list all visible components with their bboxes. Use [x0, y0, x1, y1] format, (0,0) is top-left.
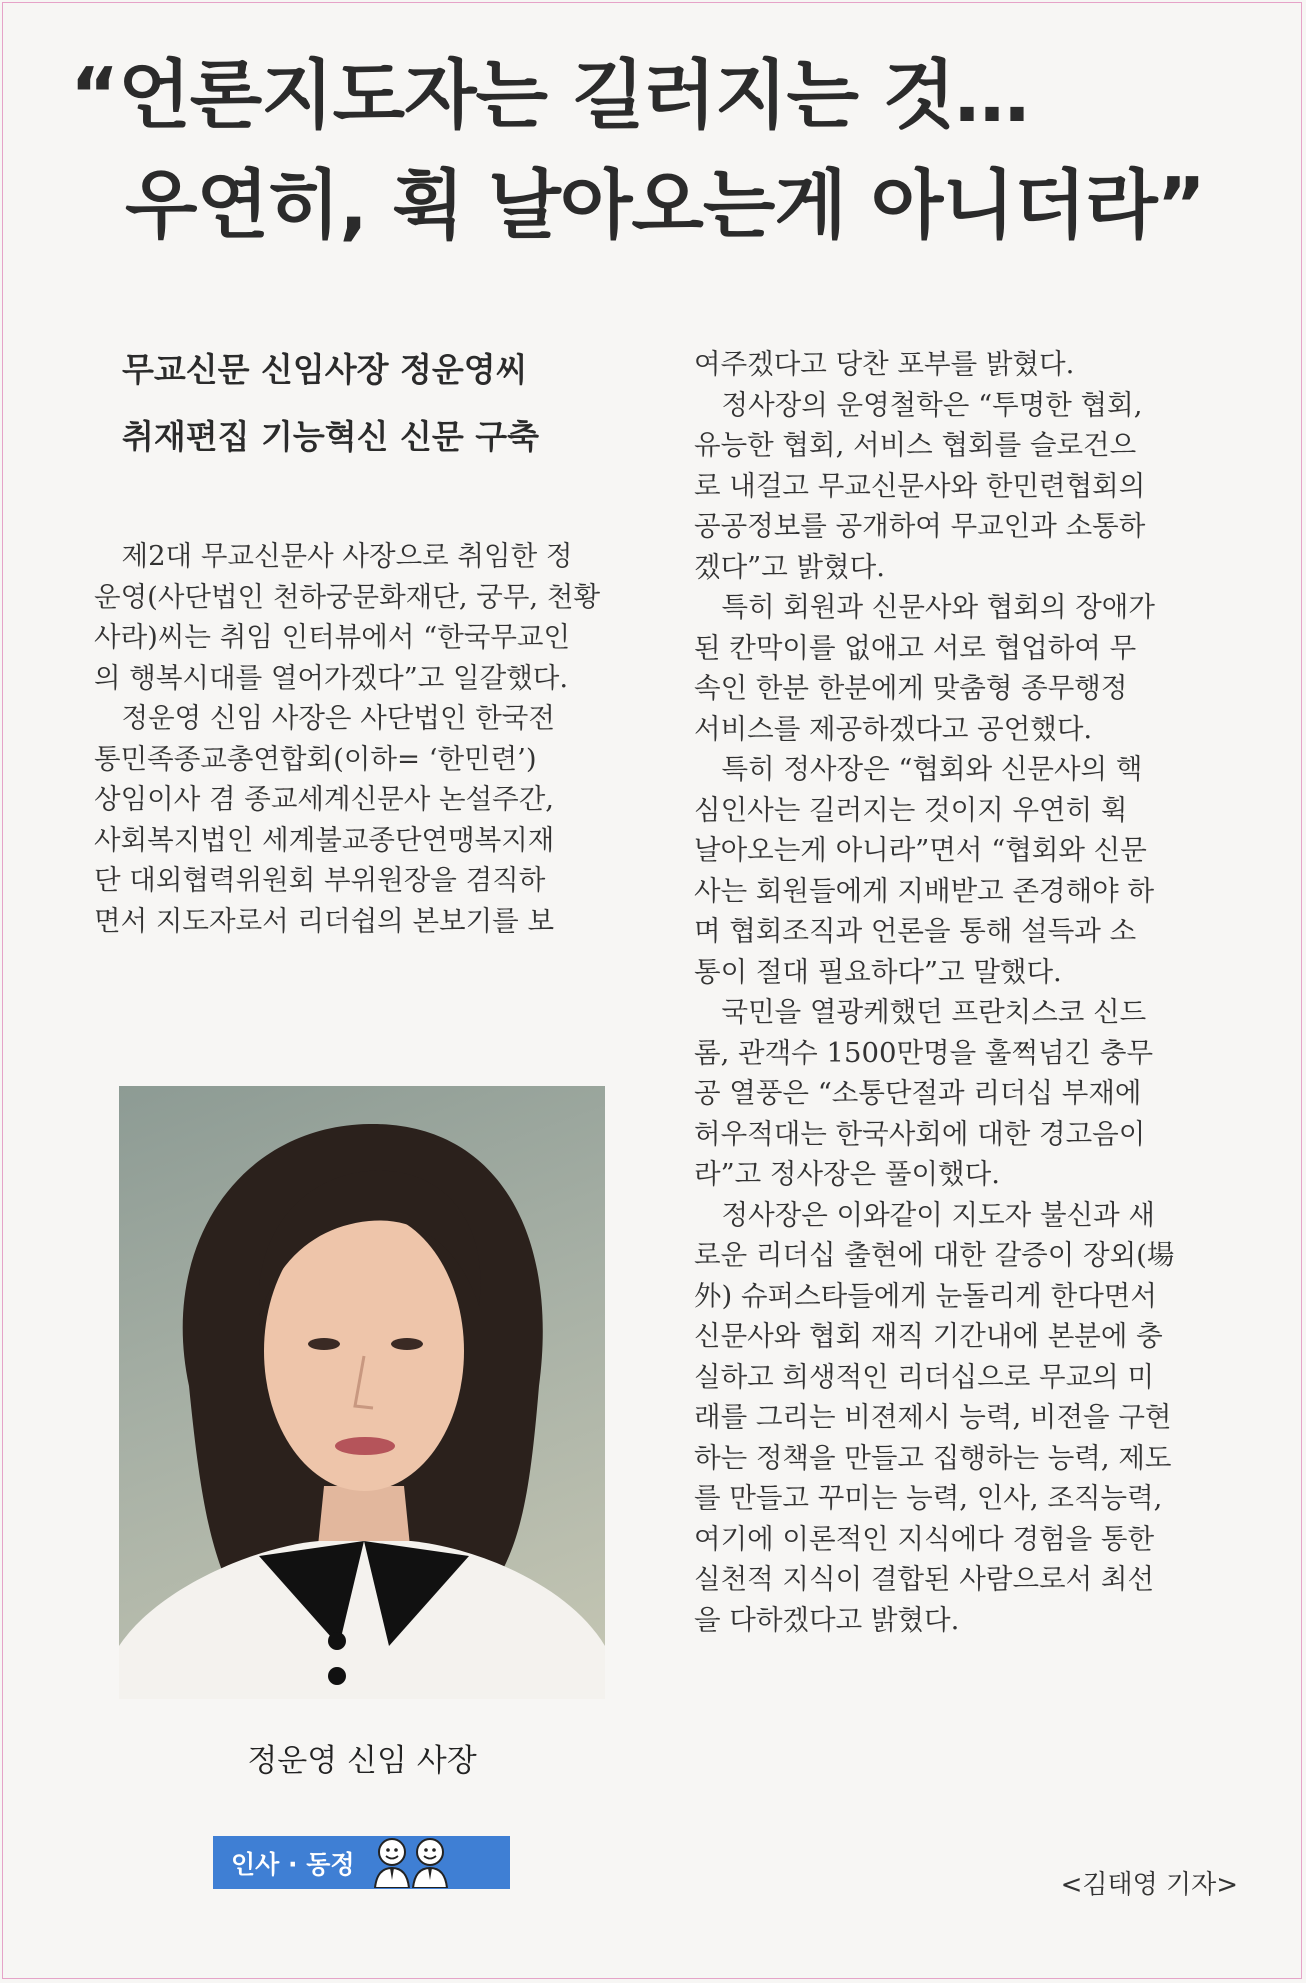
article-line: 사회복지법인 세계불교종단연맹복지재 [94, 823, 555, 856]
subheadline-line-1: 무교신문 신임사장 정운영씨 [122, 350, 528, 389]
subheadline [122, 336, 642, 470]
article-line: 래를 그리는 비젼제시 능력, 비젼을 구현 [694, 1401, 1172, 1433]
article-line: 여주겠다고 당찬 포부를 밝혔다. [694, 348, 1075, 380]
article-line: 국민을 열광케했던 프란치스코 신드 [694, 996, 1147, 1028]
article-line: 공 열풍은 “소통단절과 리더십 부재에 [694, 1077, 1142, 1109]
byline: <김태영 기자> [1060, 1870, 1238, 1900]
headline-line-1: “언론지도자는 길러지는 것… [70, 51, 1029, 139]
article-line: 사라)씨는 취임 인터뷰에서 “한국무교인 [94, 621, 571, 653]
headline-line-2: 우연히, 휙 날아오는게 아니더라” [125, 161, 1205, 249]
article-line: 유능한 협회, 서비스 협회를 슬로건으 [694, 429, 1137, 461]
article-line: 롬, 관객수 1500만명을 훌쩍넘긴 충무 [694, 1036, 1154, 1069]
article-line: 를 만들고 꾸미는 능력, 인사, 조직능력, [694, 1482, 1163, 1514]
article-line: 허우적대는 한국사회에 대한 경고음이 [694, 1117, 1146, 1150]
article-line: 단 대외협력위원회 부위원장을 겸직하 [94, 864, 546, 896]
article-line: 속인 한분 한분에게 맞춤형 종무행정 [694, 672, 1128, 704]
article-line: 라”고 정사장은 풀이했다. [694, 1158, 1000, 1190]
article-line: 겠다”고 밝혔다. [694, 550, 885, 583]
article-line: 로운 리더십 출현에 대한 갈증이 장외(場 [694, 1239, 1175, 1271]
article-line: 제2대 무교신문사 사장으로 취임한 정 [94, 540, 573, 572]
article-line: 로 내걸고 무교신문사와 한민련협회의 [694, 469, 1146, 502]
article-line: 서비스를 제공하겠다고 공언했다. [694, 712, 1093, 745]
article-line: 신문사와 협회 재직 기간내에 본분에 충 [694, 1320, 1163, 1352]
article-line: 실천적 지식이 결합된 사람으로서 최선 [694, 1563, 1155, 1595]
article-line: 을 다하겠다고 밝혔다. [694, 1603, 960, 1636]
article-line: 정사장의 운영철학은 “투명한 협회, [694, 388, 1143, 421]
article-line: 특히 회원과 신문사와 협회의 장애가 [694, 591, 1155, 623]
article-line: 실하고 희생적인 리더십으로 무교의 미 [694, 1360, 1155, 1393]
article-line: 통민족종교총연합회(이하= ‘한민련’) [94, 742, 537, 775]
article-right-column [694, 344, 1250, 1640]
article-line: 심인사는 길러지는 것이지 우연히 휙 [694, 793, 1128, 826]
article-line: 정사장은 이와같이 지도자 불신과 새 [694, 1198, 1155, 1231]
article-line: 여기에 이론적인 지식에다 경험을 통한 [694, 1522, 1155, 1555]
article-line: 外) 슈퍼스타들에게 눈돌리게 한다면서 [694, 1279, 1157, 1312]
portrait-illustration [119, 1086, 605, 1699]
article-line: 공공정보를 공개하여 무교인과 소통하 [694, 510, 1146, 542]
article-line: 며 협회조직과 언론을 통해 설득과 소 [694, 915, 1137, 947]
article-line: 특히 정사장은 “협회와 신문사의 핵 [694, 753, 1143, 785]
article-line: 정운영 신임 사장은 사단법인 한국전 [94, 702, 555, 734]
article-line: 날아오는게 아니라”면서 “협회와 신문 [694, 834, 1147, 866]
two-people-icon [367, 1836, 457, 1892]
subheadline-line-2: 취재편집 기능혁신 신문 구축 [122, 417, 540, 456]
article-line: 된 칸막이를 없애고 서로 협업하여 무 [694, 631, 1137, 664]
article-left-column [94, 536, 634, 941]
headline [70, 40, 1270, 260]
article-line: 하는 정책을 만들고 집행하는 능력, 제도 [694, 1441, 1172, 1474]
article-line: 통이 절대 필요하다”고 말했다. [694, 955, 1062, 988]
photo-caption: 정운영 신임 사장 [247, 1743, 477, 1779]
article-line: 사는 회원들에게 지배받고 존경해야 하 [694, 874, 1155, 907]
portrait-photo [119, 1086, 605, 1699]
article-line: 의 행복시대를 열어가겠다”고 일갈했다. [94, 661, 569, 694]
article-line: 상임이사 겸 종교세계신문사 논설주간, [94, 783, 555, 815]
article-line: 면서 지도자로서 리더쉽의 본보기를 보 [94, 904, 555, 937]
section-badge [213, 1836, 510, 1889]
section-badge-label: 인사 · 동정 [231, 1849, 355, 1879]
article-line: 운영(사단법인 천하궁문화재단, 궁무, 천황 [94, 580, 601, 613]
